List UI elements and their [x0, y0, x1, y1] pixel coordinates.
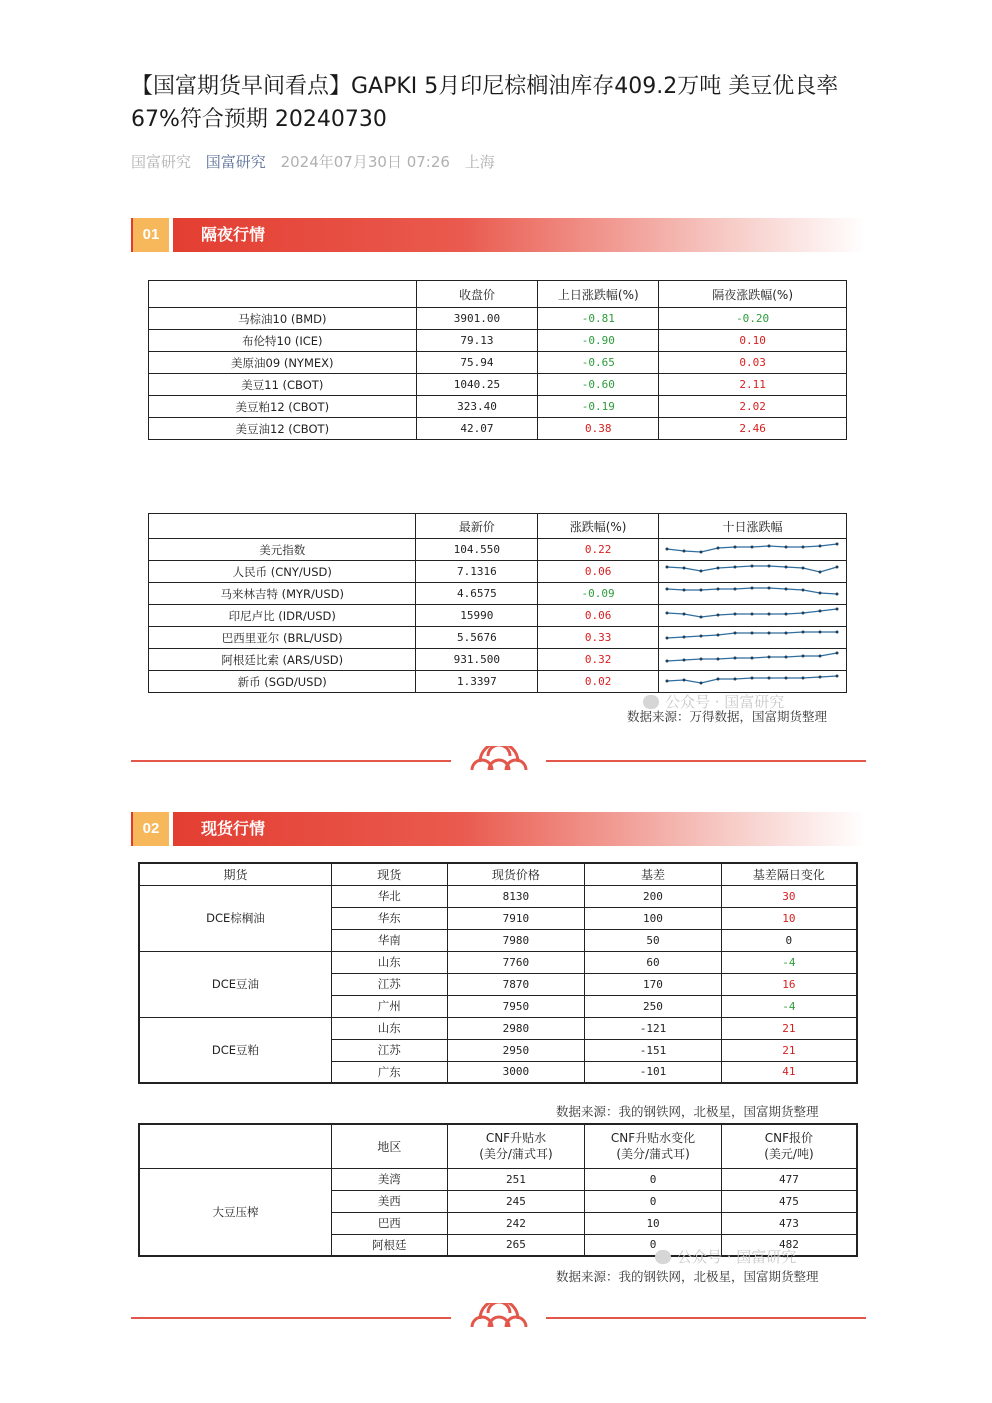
basis: -101 [585, 1061, 722, 1083]
latest-price: 5.5676 [416, 627, 538, 649]
prev-change: -0.65 [538, 352, 659, 374]
table-header-row [139, 1124, 857, 1168]
watermark: 公众号 · 国富研究 [643, 691, 784, 712]
spot-price: 3000 [447, 1061, 585, 1083]
currency-name: 新币 (SGD/USD) [149, 671, 416, 693]
cnf-premium: 265 [447, 1234, 585, 1256]
close-price: 79.13 [416, 330, 538, 352]
prev-change: -0.90 [538, 330, 659, 352]
region: 广东 [331, 1061, 447, 1083]
header-cell: 收盘价 [416, 281, 538, 308]
overnight-change: -0.20 [659, 308, 847, 330]
data-source-note: 数据来源：我的钢铁网，北极星，国富期货整理 [556, 1269, 819, 1284]
change-pct: 0.02 [538, 671, 659, 693]
table-header-row [149, 281, 847, 308]
table-row [149, 671, 847, 693]
table-row [139, 1017, 857, 1039]
futures-group-name: DCE豆油 [139, 951, 331, 1017]
region: 巴西 [331, 1212, 447, 1234]
table-row [149, 583, 847, 605]
prev-change: -0.60 [538, 374, 659, 396]
prev-change: -0.81 [538, 308, 659, 330]
cnf-premium: 245 [447, 1190, 585, 1212]
instrument-name: 美豆粕12 (CBOT) [149, 396, 417, 418]
futures-group-name: DCE豆粕 [139, 1017, 331, 1083]
cnf-premium-change: 10 [585, 1212, 722, 1234]
wechat-icon [655, 1250, 671, 1264]
cnf-premium: 251 [447, 1168, 585, 1190]
change-pct: 0.33 [538, 627, 659, 649]
futures-group-name: DCE棕榈油 [139, 885, 331, 951]
basis-change: -4 [721, 951, 857, 973]
cnf-quote: 475 [721, 1190, 857, 1212]
currency-name: 美元指数 [149, 539, 416, 561]
table-row [149, 539, 847, 561]
header-cell: 期货 [139, 863, 331, 885]
header-cell: 基差隔日变化 [721, 863, 857, 885]
spot-price: 7980 [447, 929, 585, 951]
basis: 60 [585, 951, 722, 973]
ten-day-sparkline [658, 627, 846, 649]
ten-day-sparkline [658, 539, 846, 561]
header-cell: 涨跌幅(%) [538, 514, 659, 539]
spot-table [138, 862, 858, 1084]
basis: 100 [585, 907, 722, 929]
header-cell: 最新价 [416, 514, 538, 539]
table-row [139, 951, 857, 973]
latest-price: 931.500 [416, 649, 538, 671]
basis: 170 [585, 973, 722, 995]
ten-day-sparkline [658, 649, 846, 671]
basis-change: 16 [721, 973, 857, 995]
overnight-change: 0.10 [659, 330, 847, 352]
header-cell [149, 281, 417, 308]
instrument-name: 美豆油12 (CBOT) [149, 418, 417, 440]
table-row [149, 561, 847, 583]
section-divider [131, 1303, 866, 1333]
basis-change: 30 [721, 885, 857, 907]
crush-group-name: 大豆压榨 [139, 1168, 331, 1256]
region: 山东 [331, 1017, 447, 1039]
table-row [149, 396, 847, 418]
instrument-name: 马棕油10 (BMD) [149, 308, 417, 330]
section-number: 01 [133, 218, 169, 252]
change-pct: 0.06 [538, 605, 659, 627]
instrument-name: 美豆11 (CBOT) [149, 374, 417, 396]
spot-price: 7950 [447, 995, 585, 1017]
cnf-premium: 242 [447, 1212, 585, 1234]
prev-change: -0.19 [538, 396, 659, 418]
section-label: 隔夜行情 [201, 225, 266, 244]
section-banner-spot [131, 812, 866, 846]
close-price: 75.94 [416, 352, 538, 374]
table-row [149, 627, 847, 649]
latest-price: 1.3397 [416, 671, 538, 693]
table-row [149, 352, 847, 374]
data-source-note: 数据来源：我的钢铁网，北极星，国富期货整理 [556, 1104, 819, 1119]
region: 美湾 [331, 1168, 447, 1190]
basis-change: -4 [721, 995, 857, 1017]
table-row [149, 330, 847, 352]
spot-price: 7760 [447, 951, 585, 973]
region: 美西 [331, 1190, 447, 1212]
close-price: 3901.00 [416, 308, 538, 330]
header-cell: 地区 [331, 1124, 447, 1168]
currency-name: 阿根廷比索 (ARS/USD) [149, 649, 416, 671]
ten-day-sparkline [658, 671, 846, 693]
header-cell: 现货价格 [447, 863, 585, 885]
basis: -151 [585, 1039, 722, 1061]
change-pct: 0.06 [538, 561, 659, 583]
basis: 250 [585, 995, 722, 1017]
change-pct: 0.22 [538, 539, 659, 561]
currency-name: 人民币 (CNY/USD) [149, 561, 416, 583]
wave-ornament-icon [468, 746, 530, 770]
change-pct: 0.32 [538, 649, 659, 671]
table-row [149, 374, 847, 396]
spot-price: 2950 [447, 1039, 585, 1061]
data-source-note: 数据来源：万得数据，国富期货整理 [627, 709, 828, 724]
table-row [149, 605, 847, 627]
region: 华北 [331, 885, 447, 907]
basis: 50 [585, 929, 722, 951]
overnight-change: 0.03 [659, 352, 847, 374]
ten-day-sparkline [658, 605, 846, 627]
basis-change: 10 [721, 907, 857, 929]
table-header-row [139, 863, 857, 885]
close-price: 42.07 [416, 418, 538, 440]
header-cell: 隔夜涨跌幅(%) [659, 281, 847, 308]
header-cell: CNF升贴水变化 (美分/蒲式耳) [585, 1124, 722, 1168]
header-cell: CNF升贴水 (美分/蒲式耳) [447, 1124, 585, 1168]
watermark: 公众号 · 国富研究 [655, 1246, 796, 1267]
region: 广州 [331, 995, 447, 1017]
spot-price: 8130 [447, 885, 585, 907]
overnight-change: 2.11 [659, 374, 847, 396]
prev-change: 0.38 [538, 418, 659, 440]
instrument-name: 美原油09 (NYMEX) [149, 352, 417, 374]
table-row [149, 649, 847, 671]
header-cell: 上日涨跌幅(%) [538, 281, 659, 308]
wave-ornament-icon [468, 1303, 530, 1327]
article-meta [131, 151, 505, 172]
publish-datetime: 2024年07月30日 07:26 [280, 153, 450, 171]
overnight-change: 2.46 [659, 418, 847, 440]
region: 华东 [331, 907, 447, 929]
spot-price: 7870 [447, 973, 585, 995]
basis: 200 [585, 885, 722, 907]
cnf-table [138, 1123, 858, 1257]
spot-price: 2980 [447, 1017, 585, 1039]
spot-price: 7910 [447, 907, 585, 929]
close-price: 1040.25 [416, 374, 538, 396]
section-banner-overnight [131, 218, 866, 252]
cnf-quote: 477 [721, 1168, 857, 1190]
ten-day-sparkline [658, 583, 846, 605]
region: 阿根廷 [331, 1234, 447, 1256]
basis-change: 41 [721, 1061, 857, 1083]
region: 山东 [331, 951, 447, 973]
article-title: 【国富期货早间看点】GAPKI 5月印尼棕榈油库存409.2万吨 美豆优良率67%符合预期 20240730 [131, 74, 839, 132]
header-cell [149, 514, 416, 539]
latest-price: 4.6575 [416, 583, 538, 605]
latest-price: 15990 [416, 605, 538, 627]
publish-location: 上海 [464, 153, 495, 171]
basis-change: 0 [721, 929, 857, 951]
header-cell [139, 1124, 331, 1168]
table-row [139, 885, 857, 907]
header-cell: 现货 [331, 863, 447, 885]
cnf-quote: 482 [721, 1234, 857, 1256]
table-header-row [149, 514, 847, 539]
header-cell: 基差 [585, 863, 722, 885]
overnight-change: 2.02 [659, 396, 847, 418]
table-row [139, 1168, 857, 1190]
instrument-name: 布伦特10 (ICE) [149, 330, 417, 352]
fx-table [148, 513, 847, 693]
table-row [149, 418, 847, 440]
section-label: 现货行情 [201, 819, 266, 838]
cnf-quote: 473 [721, 1212, 857, 1234]
currency-name: 印尼卢比 (IDR/USD) [149, 605, 416, 627]
close-price: 323.40 [416, 396, 538, 418]
basis: -121 [585, 1017, 722, 1039]
currency-name: 巴西里亚尔 (BRL/USD) [149, 627, 416, 649]
header-cell: 十日涨跌幅 [658, 514, 846, 539]
header-cell: CNF报价 (美元/吨) [721, 1124, 857, 1168]
section-divider [131, 746, 866, 776]
cnf-premium-change: 0 [585, 1168, 722, 1190]
latest-price: 7.1316 [416, 561, 538, 583]
cnf-premium-change: 0 [585, 1190, 722, 1212]
source-label: 国富研究 [131, 153, 192, 171]
cnf-premium-change: 0 [585, 1234, 722, 1256]
basis-change: 21 [721, 1017, 857, 1039]
table-row [149, 308, 847, 330]
section-number: 02 [133, 812, 169, 846]
ten-day-sparkline [658, 561, 846, 583]
latest-price: 104.550 [416, 539, 538, 561]
currency-name: 马来林吉特 (MYR/USD) [149, 583, 416, 605]
region: 华南 [331, 929, 447, 951]
region: 江苏 [331, 973, 447, 995]
basis-change: 21 [721, 1039, 857, 1061]
region: 江苏 [331, 1039, 447, 1061]
futures-table [148, 280, 847, 440]
account-link[interactable]: 国富研究 [205, 153, 266, 171]
change-pct: -0.09 [538, 583, 659, 605]
